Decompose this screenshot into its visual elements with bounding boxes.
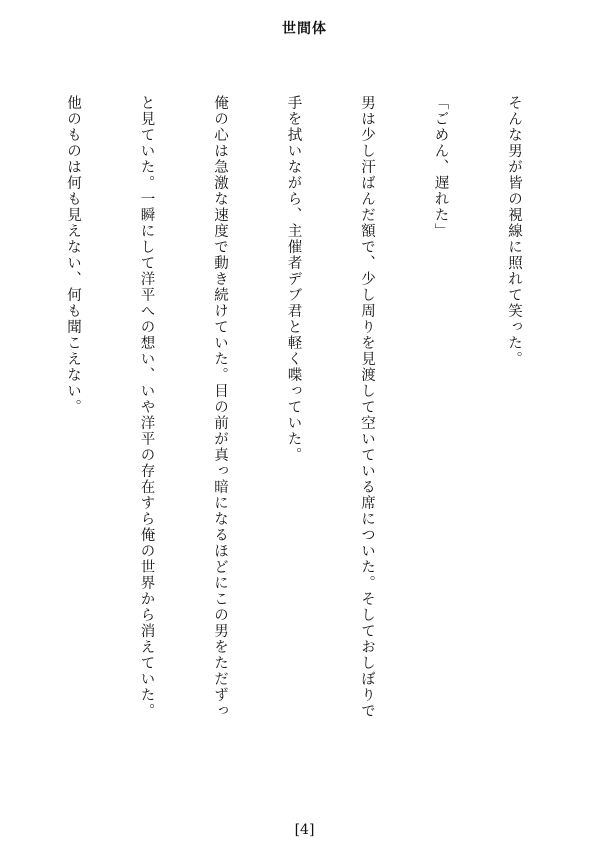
page-number: [4] [294,822,315,838]
text-line-1: そんな男が皆の視線に照れて笑った。 [506,95,522,367]
text-line-5: 俺の心は急激な速度で動き続けていた。目の前が真っ暗になるほどにこの男をただずっ [212,95,228,719]
text-line-2: 「ごめん、遅れた」 [432,95,449,239]
text-line-7: 他のものは何も見えない、何も聞こえない。 [65,95,81,415]
text-line-4: 手を拭いながら、主催者デブ君と軽く喋っていた。 [285,95,302,463]
text-line-6: と見ていた。一瞬にして洋平への想い、いや洋平の存在すら俺の世界から消えていた。 [138,95,155,719]
page-title: 世間体 [282,21,327,37]
novel-body-text [0,95,575,800]
text-line-3: 男は少し汗ばんだ額で、少し周りを見渡して空いている席についた。そしておしぼりで [359,95,375,719]
blank-line [0,95,12,800]
